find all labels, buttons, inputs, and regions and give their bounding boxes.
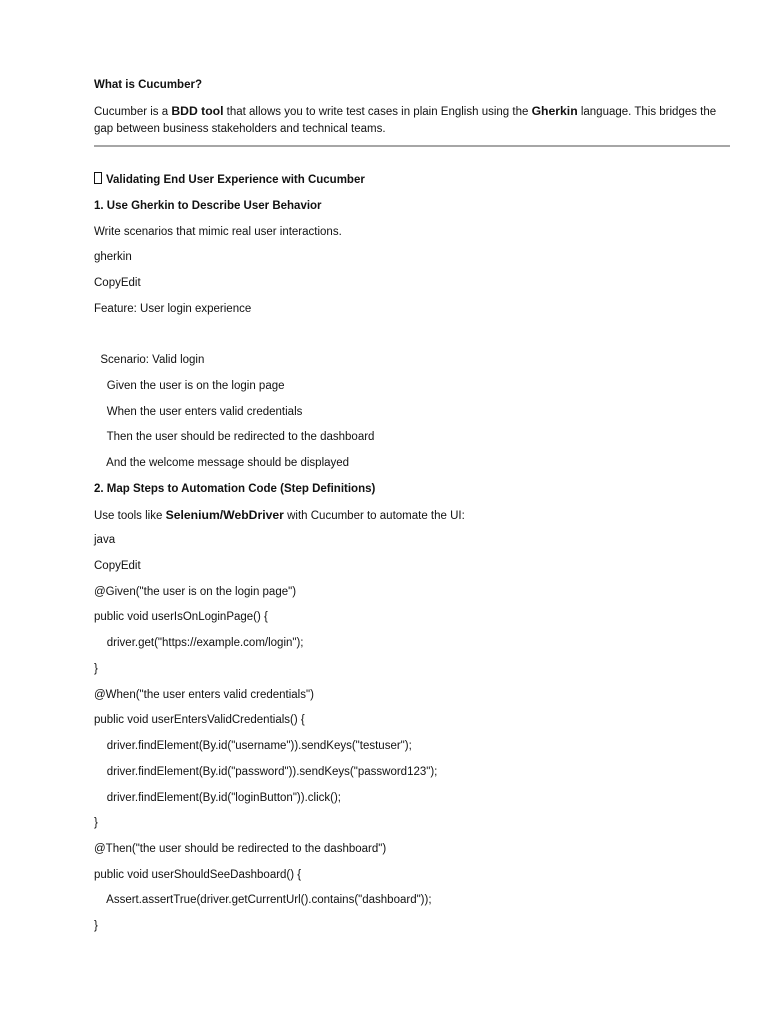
intro-text-1: Cucumber is a [94,106,172,118]
step2-description [94,507,465,524]
intro-bdd-tool: BDD tool [171,104,224,118]
intro-text-2: that allows you to write test cases in plain English using the [223,106,532,118]
java-line: public void userEntersValidCredentials() { [94,714,305,726]
java-line: Assert.assertTrue(driver.getCurrentUrl().contains("dashboard")); [94,894,432,906]
java-line: driver.get("https://example.com/login"); [94,637,304,649]
gherkin-line: Given the user is on the login page [94,380,285,392]
java-line: driver.findElement(By.id("password")).sendKeys("password123"); [94,766,438,778]
gherkin-line: Then the user should be redirected to the dashboard [94,431,375,443]
intro-paragraph [94,103,724,137]
step2-text-2: with Cucumber to automate the UI: [283,510,465,522]
java-line: } [94,817,98,829]
code-language-java: java [94,534,116,546]
java-line: } [94,920,98,932]
step2-tool: Selenium/WebDriver [165,508,284,522]
step1-title: 1. Use Gherkin to Describe User Behavior [94,200,322,212]
gherkin-line: Feature: User login experience [94,303,252,315]
gherkin-line: When the user enters valid credentials [94,406,303,418]
step2-title: 2. Map Steps to Automation Code (Step Definitions) [94,483,376,495]
copy-edit-label-1[interactable]: CopyEdit [94,277,141,289]
copy-edit-label-2[interactable]: CopyEdit [94,560,141,572]
java-line: public void userIsOnLoginPage() { [94,611,268,623]
intro-gherkin: Gherkin [531,104,578,118]
code-language-gherkin: gherkin [94,251,132,263]
step1-description: Write scenarios that mimic real user interactions. [94,226,342,238]
section-title-text: Validating End User Experience with Cucumber [106,174,365,186]
section-title [94,172,365,188]
java-line: driver.findElement(By.id("loginButton")).click(); [94,792,341,804]
step2-text-1: Use tools like [94,510,166,522]
horizontal-rule [94,145,730,147]
gherkin-line: And the welcome message should be displayed [94,457,350,469]
java-line: @When("the user enters valid credentials") [94,689,314,701]
missing-glyph-icon [94,172,102,184]
gherkin-line: Scenario: Valid login [94,354,205,366]
java-line: driver.findElement(By.id("username")).sendKeys("testuser"); [94,740,412,752]
java-line: @Given("the user is on the login page") [94,586,297,598]
heading-what-is-cucumber: What is Cucumber? [94,79,202,91]
java-line: @Then("the user should be redirected to the dashboard") [94,843,387,855]
java-line: public void userShouldSeeDashboard() { [94,869,302,881]
java-line: } [94,663,98,675]
intro-text-3: language. This bridges the gap between business stakeholders and technical teams. [94,106,717,135]
